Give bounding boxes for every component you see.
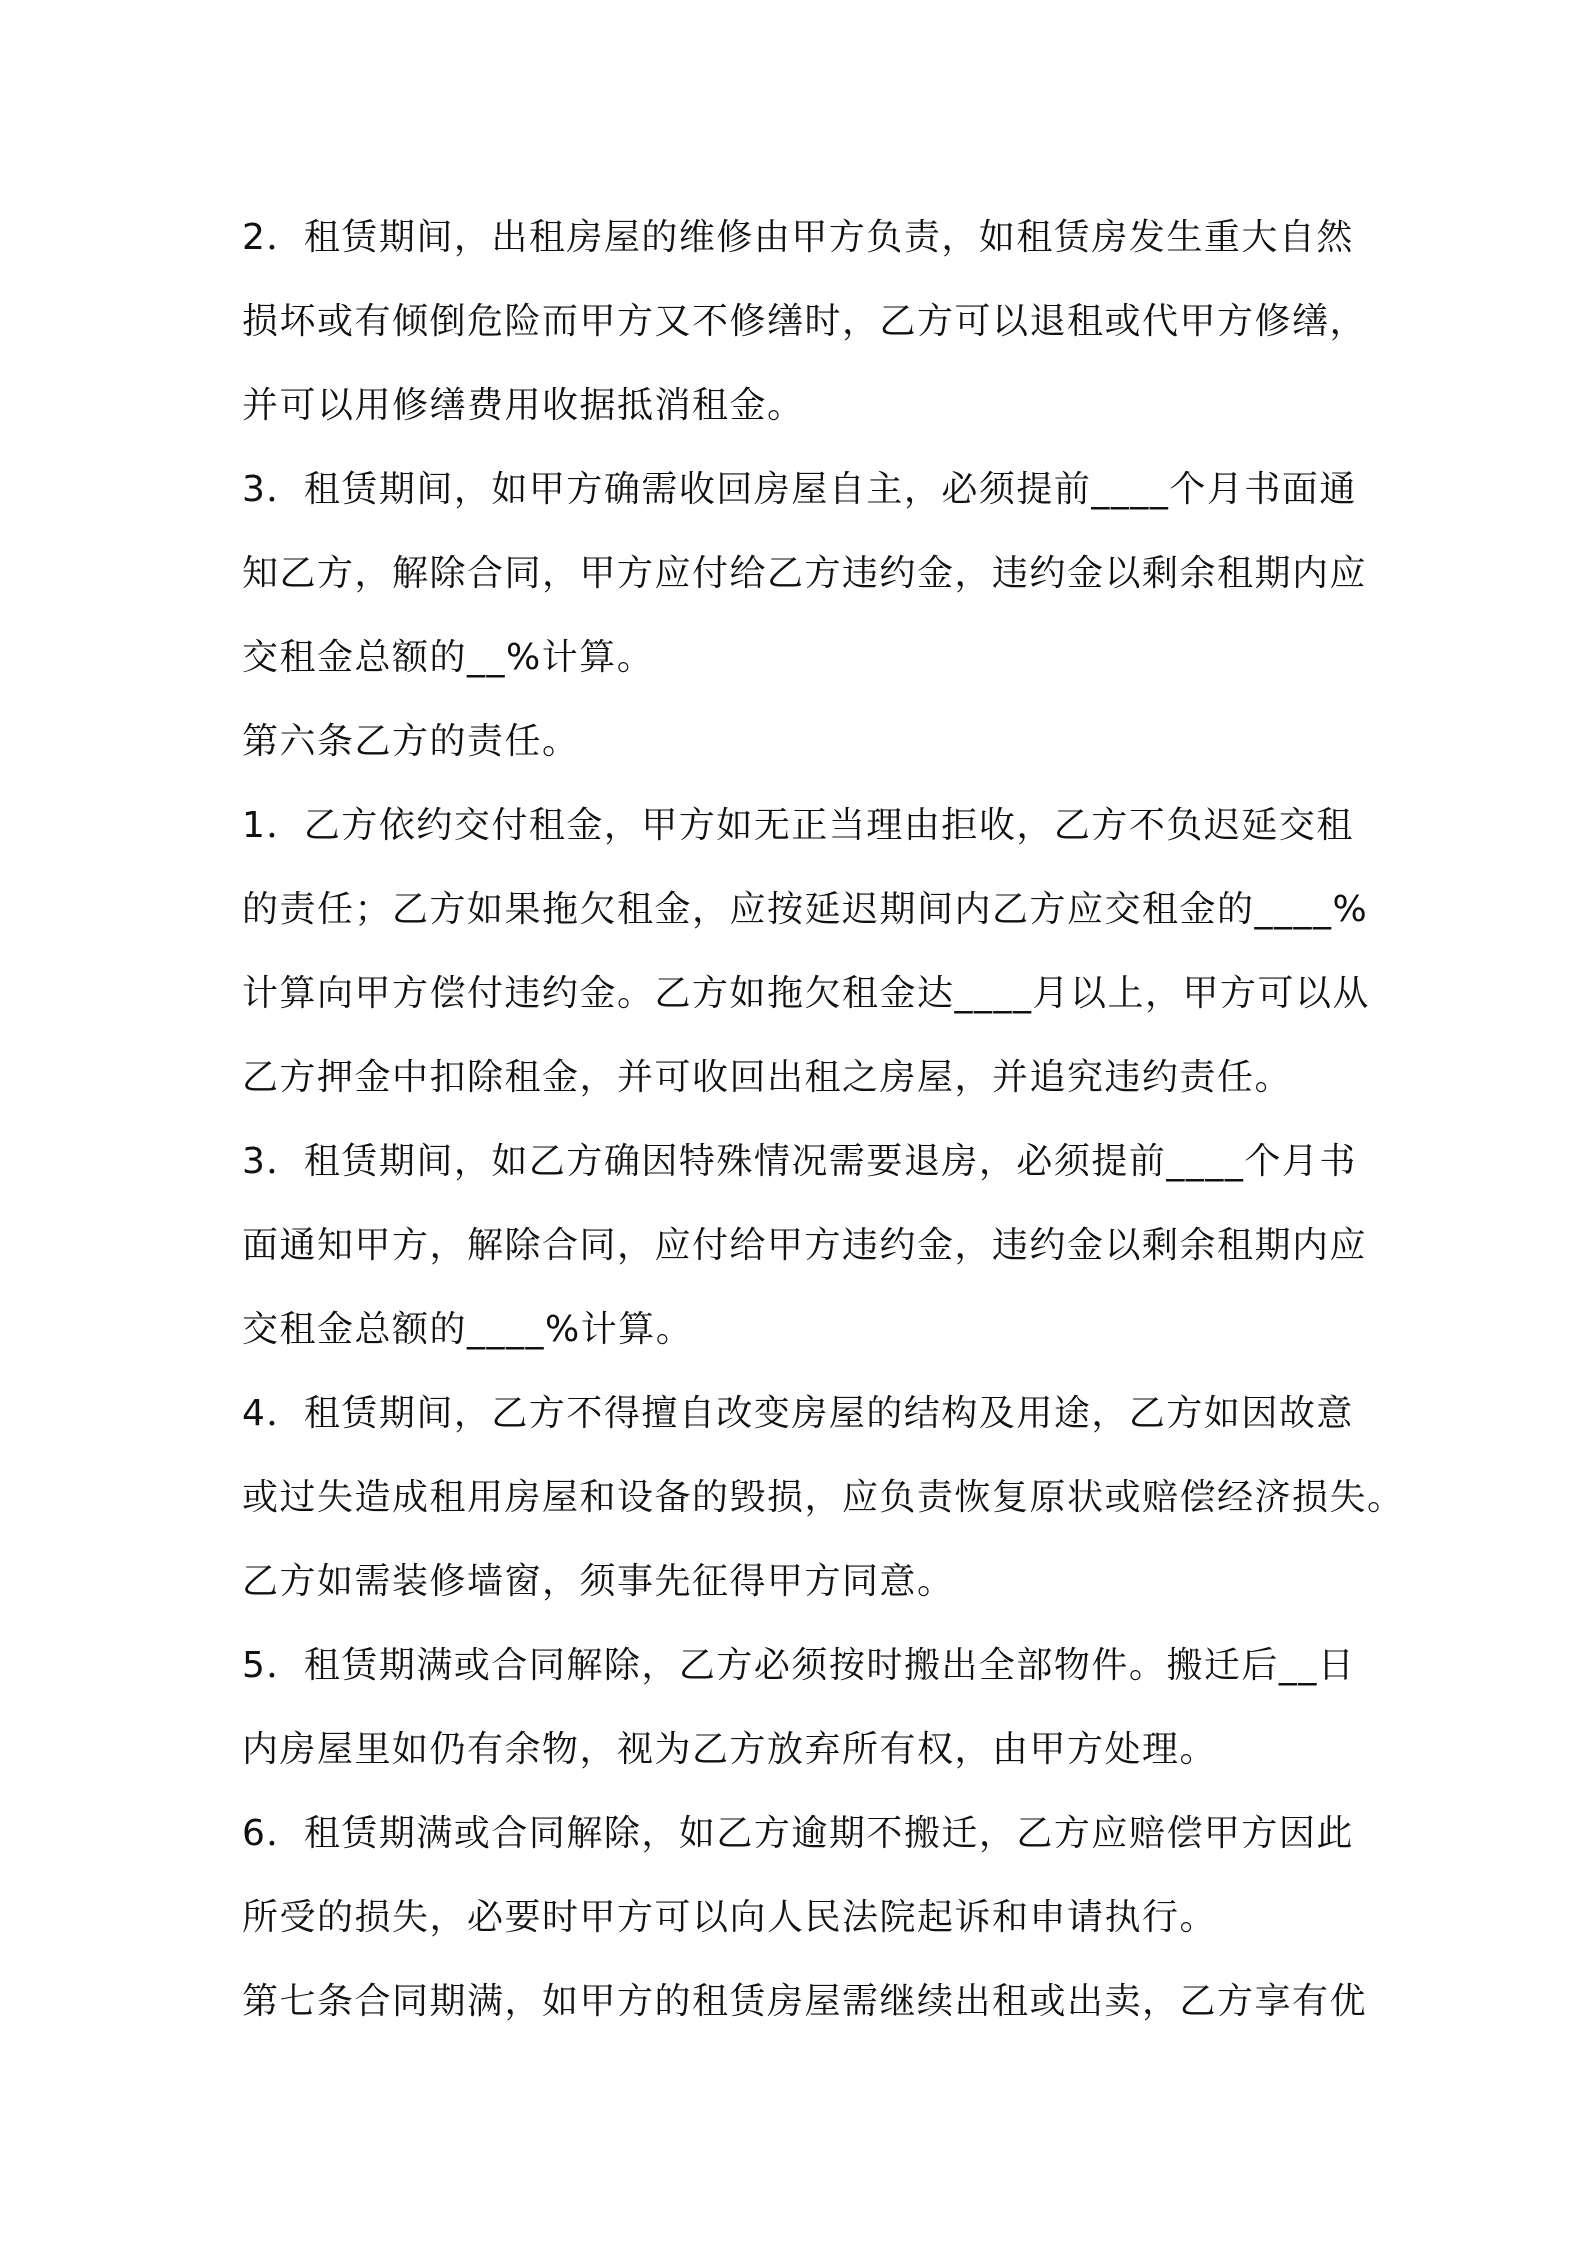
text-line-4: 3．租赁期间，如甲方确需收回房屋自主，必须提前____个月书面通 [242, 469, 1357, 510]
text-line-2: 损坏或有倾倒危险而甲方又不修缮时，乙方可以退租或代甲方修缮， [242, 301, 1368, 342]
text-line-11: 乙方押金中扣除租金，并可收回出租之房屋，并追究违约责任。 [242, 1057, 1293, 1098]
text-line-8: 1．乙方依约交付租金，甲方如无正当理由拒收，乙方不负迟延交租 [242, 805, 1354, 846]
text-line-15: 4．租赁期间，乙方不得擅自改变房屋的结构及用途，乙方如因故意 [242, 1393, 1354, 1434]
text-line-18: 5．租赁期满或合同解除，乙方必须按时搬出全部物件。搬迁后__日 [242, 1645, 1356, 1686]
text-line-12: 3．租赁期间，如乙方确因特殊情况需要退房，必须提前____个月书 [242, 1141, 1357, 1182]
text-line-6: 交租金总额的__%计算。 [242, 637, 655, 678]
text-line-13: 面通知甲方，解除合同，应付给甲方违约金，违约金以剩余租期内应 [242, 1225, 1368, 1266]
section-heading-6: 第六条乙方的责任。 [242, 721, 580, 762]
text-line-20: 6．租赁期满或合同解除，如乙方逾期不搬迁，乙方应赔偿甲方因此 [242, 1813, 1354, 1854]
text-line-21: 所受的损失，必要时甲方可以向人民法院起诉和申请执行。 [242, 1897, 1218, 1938]
section-heading-7: 第七条合同期满，如甲方的租赁房屋需继续出租或出卖，乙方享有优 [242, 1981, 1368, 2022]
text-line-19: 内房屋里如仍有余物，视为乙方放弃所有权，由甲方处理。 [242, 1729, 1218, 1770]
text-line-1: 2．租赁期间，出租房屋的维修由甲方负责，如租赁房发生重大自然 [242, 217, 1354, 258]
text-line-9: 的责任；乙方如果拖欠租金，应按延迟期间内乙方应交租金的____% [242, 889, 1369, 930]
text-line-14: 交租金总额的____%计算。 [242, 1309, 694, 1350]
contract-text [242, 196, 1405, 2044]
text-line-17: 乙方如需装修墙窗，须事先征得甲方同意。 [242, 1561, 955, 1602]
text-line-5: 知乙方，解除合同，甲方应付给乙方违约金，违约金以剩余租期内应 [242, 553, 1368, 594]
text-line-10: 计算向甲方偿付违约金。乙方如拖欠租金达____月以上，甲方可以从 [242, 973, 1371, 1014]
text-line-16: 或过失造成租用房屋和设备的毁损，应负责恢复原状或赔偿经济损失。 [242, 1477, 1405, 1518]
text-line-3: 并可以用修缮费用收据抵消租金。 [242, 385, 805, 426]
